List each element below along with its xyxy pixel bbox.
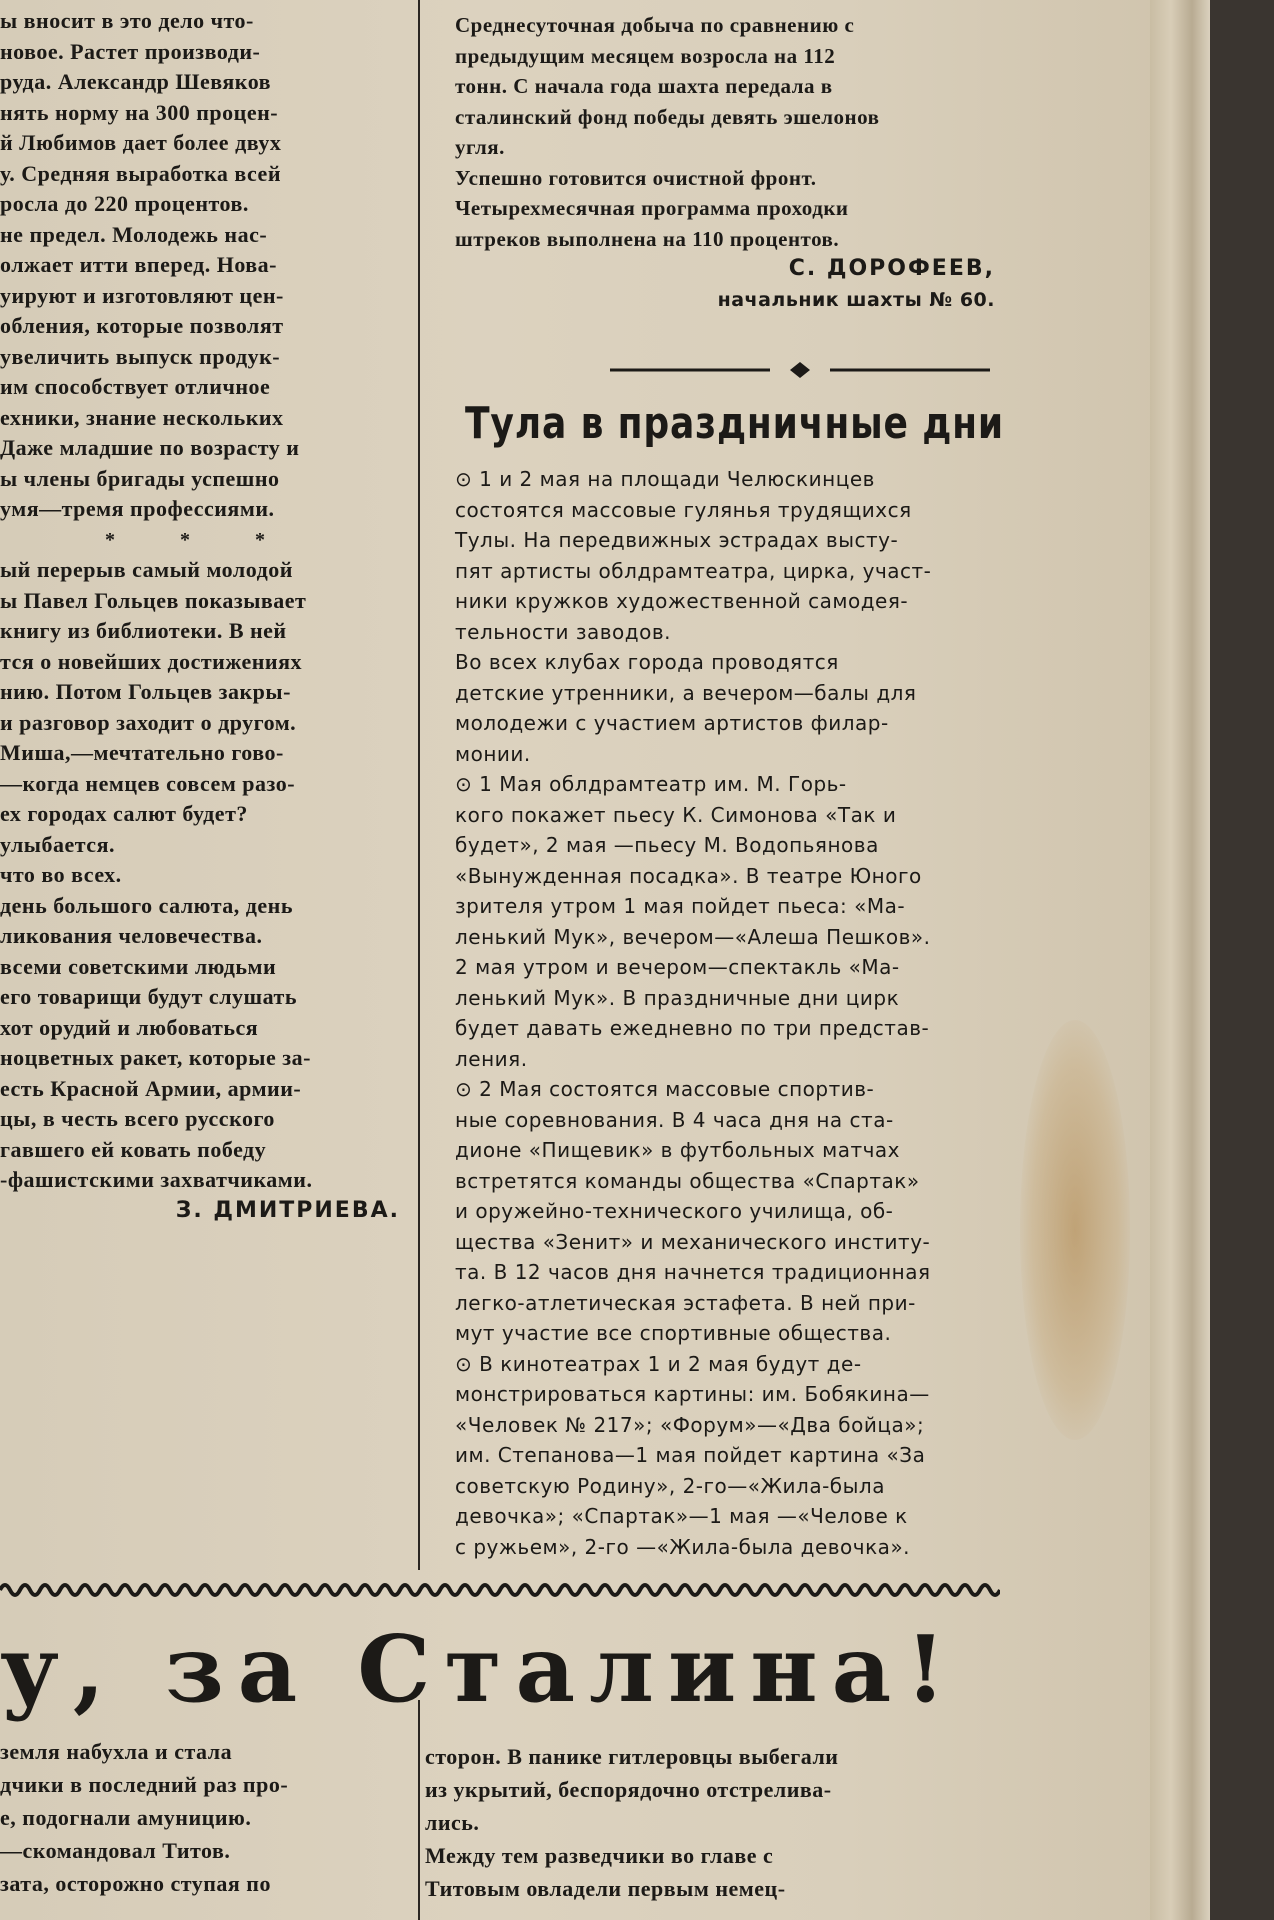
text-line: ления. [455,1046,528,1071]
text-line: -фашистскими захватчиками. [0,1167,313,1192]
text-line: монии. [455,741,531,766]
text-line: ы вносит в это дело что- [0,8,254,33]
text-line: угля. [455,135,505,159]
text-line: уируют и изготовляют цен- [0,282,284,308]
text-line: Среднесуточная добыча по сравнению с [455,13,855,37]
text-line: Даже младшие по возрасту и [0,435,300,460]
text-line: дионе «Пищевик» в футбольных матчах [455,1138,901,1162]
text-line: Успешно готовится очистной фронт. [455,165,817,190]
article-body [455,464,1015,1562]
author-signature: С. ДОРОФЕЕВ, [788,256,995,281]
text-line: и оружейно-технического училища, об- [455,1199,894,1223]
text-line: пят артисты облдрамтеатра, цирка, участ- [455,558,932,583]
paragraph-first-line: ⊙ В кинотеатрах 1 и 2 мая будут де- [455,1351,862,1376]
text-line: —скомандовал Титов. [0,1838,231,1863]
left-column [0,6,400,1226]
text-line: кого покажет пьесу К. Симонова «Так и [455,802,897,827]
text-line: 2 мая утром и вечером—спектакль «Ма- [455,955,900,979]
text-line: ноцветных ракет, которые за- [0,1045,311,1070]
bottom-right-column [425,1740,1015,1905]
text-line: девочка»; «Спартак»—1 мая —«Челове к [455,1504,908,1528]
text-line: «Человек № 217»; «Форум»—«Два бойца»; [455,1412,925,1437]
page-edge [1150,0,1210,1920]
text-line: тонн. С начала года шахта передала в [455,74,833,98]
paragraph-first-line: ⊙ 2 Мая состоятся массовые спортив- [455,1077,875,1101]
text-line: с ружьем», 2-го —«Жила-была девочка». [455,1534,911,1559]
text-line: Титовым овладели первым немец- [425,1876,786,1901]
text-line: легко-атлетическая эстафета. В ней при- [455,1290,916,1315]
text-line: сторон. В панике гитлеровцы выбегали [425,1744,839,1769]
text-line: сталинский фонд победы девять эшелонов [455,104,880,129]
banner-headline: у, за Сталина! [0,1615,960,1723]
text-line: нять норму на 300 процен- [0,99,279,125]
text-line: дчики в последний раз про- [0,1772,289,1797]
text-line: им способствует отличное [0,374,271,399]
text-line: нию. Потом Гольцев закры- [0,679,291,704]
text-line: ый перерыв самый молодой [0,557,293,582]
text-line: гавшего ей ковать победу [0,1136,267,1162]
text-line: есть Красной Армии, армии- [0,1075,302,1101]
text-line: обления, которые позволят [0,313,284,338]
right-column-top [455,10,995,315]
text-line: тельности заводов. [455,619,671,644]
text-line: из укрытий, беспорядочно отстрелива- [425,1777,832,1802]
text-line: Тулы. На передвижных эстрадах высту- [455,528,899,552]
text-line: ы члены бригады успешно [0,465,280,491]
text-line: будет давать ежедневно по три представ- [455,1016,930,1040]
column-rule [418,0,420,1570]
text-line: ликования человечества. [0,923,263,948]
water-stain [1020,1020,1130,1440]
text-line: олжает итти вперед. Нова- [0,252,277,277]
text-line: советскую Родину», 2-го—«Жила-была [455,1473,885,1498]
divider-ornament [610,360,990,380]
text-line: им. Степанова—1 мая пойдет картина «За [455,1443,926,1467]
text-line: зата, осторожно ступая по [0,1871,271,1896]
text-line: земля набухла и стала [0,1739,233,1764]
paragraph-first-line: ⊙ 1 и 2 мая на площади Челюскинцев [455,467,875,491]
text-line: и разговор заходит о другом. [0,709,297,735]
text-line: будет», 2 мая —пьесу М. Водопьянова [455,833,879,857]
text-line: встретятся команды общества «Спартак» [455,1168,920,1193]
text-line: улыбается. [0,831,115,857]
author-title: начальник шахты № 60. [717,288,995,311]
text-line: росла до 220 процентов. [0,191,249,216]
text-line: Четырехмесячная программа проходки [455,196,849,220]
text-line: мут участие все спортивные общества. [455,1321,892,1345]
text-line: ленький Мук». В праздничные дни цирк [455,985,900,1010]
text-line: ехники, знание нескольких [0,404,284,430]
section-stars: * * * [105,528,295,551]
text-line: умя—тремя профессиями. [0,496,275,521]
text-line: его товарищи будут слушать [0,984,297,1009]
text-line: день большого салюта, день [0,892,293,918]
text-line: лись. [425,1810,480,1835]
text-line: Миша,—мечтательно гово- [0,740,284,765]
text-line: руда. Александр Шевяков [0,69,272,94]
text-line: ех городах салют будет? [0,801,248,826]
text-line: состоятся массовые гулянья трудящихся [455,497,912,522]
text-line: е, подогнали амуницию. [0,1805,252,1830]
text-line: ники кружков художественной самодея- [455,589,909,613]
text-line: детские утренники, а вечером—балы для [455,680,917,705]
text-line: предыдущим месяцем возросла на 112 [455,43,836,68]
paragraph-first-line: ⊙ 1 Мая облдрамтеатр им. М. Горь- [455,772,847,796]
text-line: у. Средняя выработка всей [0,160,281,186]
text-line: книгу из библиотеки. В ней [0,618,287,643]
text-line: цы, в честь всего русского [0,1106,275,1131]
text-line: ленький Мук», вечером—«Алеша Пешков». [455,924,931,949]
article-headline: Тула в праздничные дни [465,398,1005,449]
text-line: новое. Растет производи- [0,38,261,64]
text-line: ы Павел Гольцев показывает [0,587,307,613]
text-line: зрителя утром 1 мая пойдет пьеса: «Ма- [455,894,906,918]
wavy-divider [0,1578,1000,1602]
text-line: тся о новейших достижениях [0,648,302,674]
text-line: монстрироваться картины: им. Бобякина— [455,1382,930,1406]
text-line: ные соревнования. В 4 часа дня на ста- [455,1107,894,1132]
text-line: «Вынужденная посадка». В театре Юного [455,863,922,888]
text-line: щества «Зенит» и механического институ- [455,1229,931,1254]
author-signature: З. ДМИТРИЕВА. [175,1197,400,1223]
text-line: молодежи с участием артистов филар- [455,711,889,735]
text-line: увеличить выпуск продук- [0,343,281,369]
bottom-left-column [0,1735,400,1900]
text-line: —когда немцев совсем разо- [0,770,296,796]
text-line: что во всех. [0,862,122,887]
text-line: всеми советскими людьми [0,953,277,979]
column-rule-bottom [418,1700,420,1920]
text-line: Между тем разведчики во главе с [425,1843,774,1868]
text-line: не предел. Молодежь нас- [0,221,268,247]
text-line: та. В 12 часов дня начнется традиционная [455,1260,931,1284]
text-line: штреков выполнена на 110 процентов. [455,226,840,251]
text-line: й Любимов дает более двух [0,130,282,155]
paragraph-first-line: Во всех клубах города проводятся [455,650,839,674]
text-line: хот орудий и любоваться [0,1014,259,1040]
